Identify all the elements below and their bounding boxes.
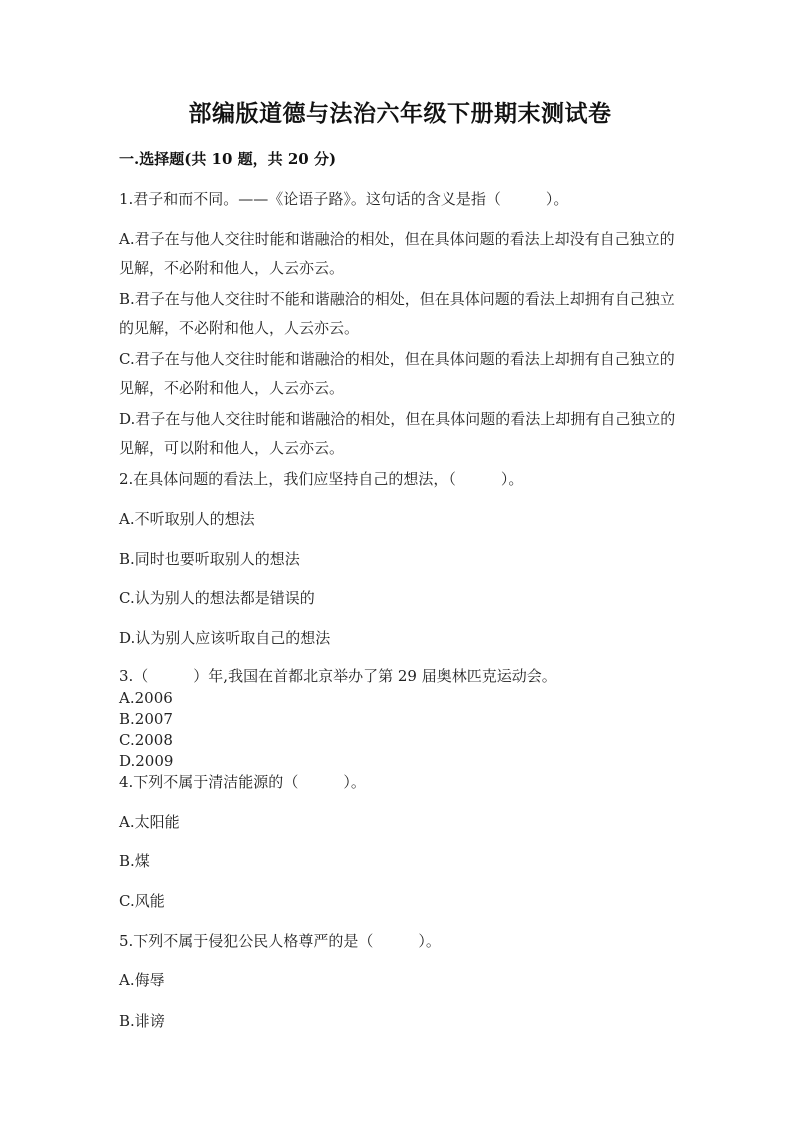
question-1-option-d: D.君子在与他人交往时能和谐融洽的相处，但在具体问题的看法上却拥有自己独立的见解，可以附和他人，人云亦云。 (119, 410, 676, 457)
question-1-option-b: B.君子在与他人交往时不能和谐融洽的相处，但在具体问题的看法上却拥有自己独立的见解，不必附和他人，人云亦云。 (119, 290, 675, 337)
question-4-stem: 4.下列不属于清洁能源的（ ）。 (119, 773, 366, 791)
question-5-stem: 5.下列不属于侵犯公民人格尊严的是（ ）。 (119, 932, 441, 950)
question-1-option-c: C.君子在与他人交往时能和谐融洽的相处，但在具体问题的看法上却拥有自己独立的见解，不必附和他人，人云亦云。 (119, 350, 675, 397)
question-3-stem: 3.（ ）年,我国在首都北京举办了第 29 届奥林匹克运动会。 (119, 667, 557, 685)
question-1-option-a: A.君子在与他人交往时能和谐融洽的相处，但在具体问题的看法上却没有自己独立的见解，不必附和他人，人云亦云。 (119, 230, 675, 277)
question-2-stem: 2.在具体问题的看法上，我们应坚持自己的想法，（ ）。 (119, 470, 524, 488)
question-3-option-b: B.2007 (119, 710, 173, 728)
exam-title: 部编版道德与法治六年级下册期末测试卷 (188, 100, 612, 127)
question-2-option-c: C.认为别人的想法都是错误的 (119, 589, 315, 607)
question-3-option-c: C.2008 (119, 731, 173, 749)
question-5-option-a: A.侮辱 (119, 971, 165, 989)
question-2-option-b: B.同时也要听取别人的想法 (119, 550, 300, 568)
section-heading: 一.选择题(共 10 题，共 20 分) (119, 150, 337, 168)
question-4-option-a: A.太阳能 (119, 813, 180, 831)
question-2-option-a: A.不听取别人的想法 (119, 510, 255, 528)
question-2-option-d: D.认为别人应该听取自己的想法 (119, 629, 331, 647)
question-3-option-d: D.2009 (119, 752, 174, 770)
question-1-stem: 1.君子和而不同。——《论语子路》。这句话的含义是指（ ）。 (119, 190, 569, 208)
question-3-option-a: A.2006 (119, 689, 173, 707)
question-4-option-c: C.风能 (119, 892, 165, 910)
question-5-option-b: B.诽谤 (119, 1012, 165, 1030)
question-4-option-b: B.煤 (119, 852, 150, 870)
